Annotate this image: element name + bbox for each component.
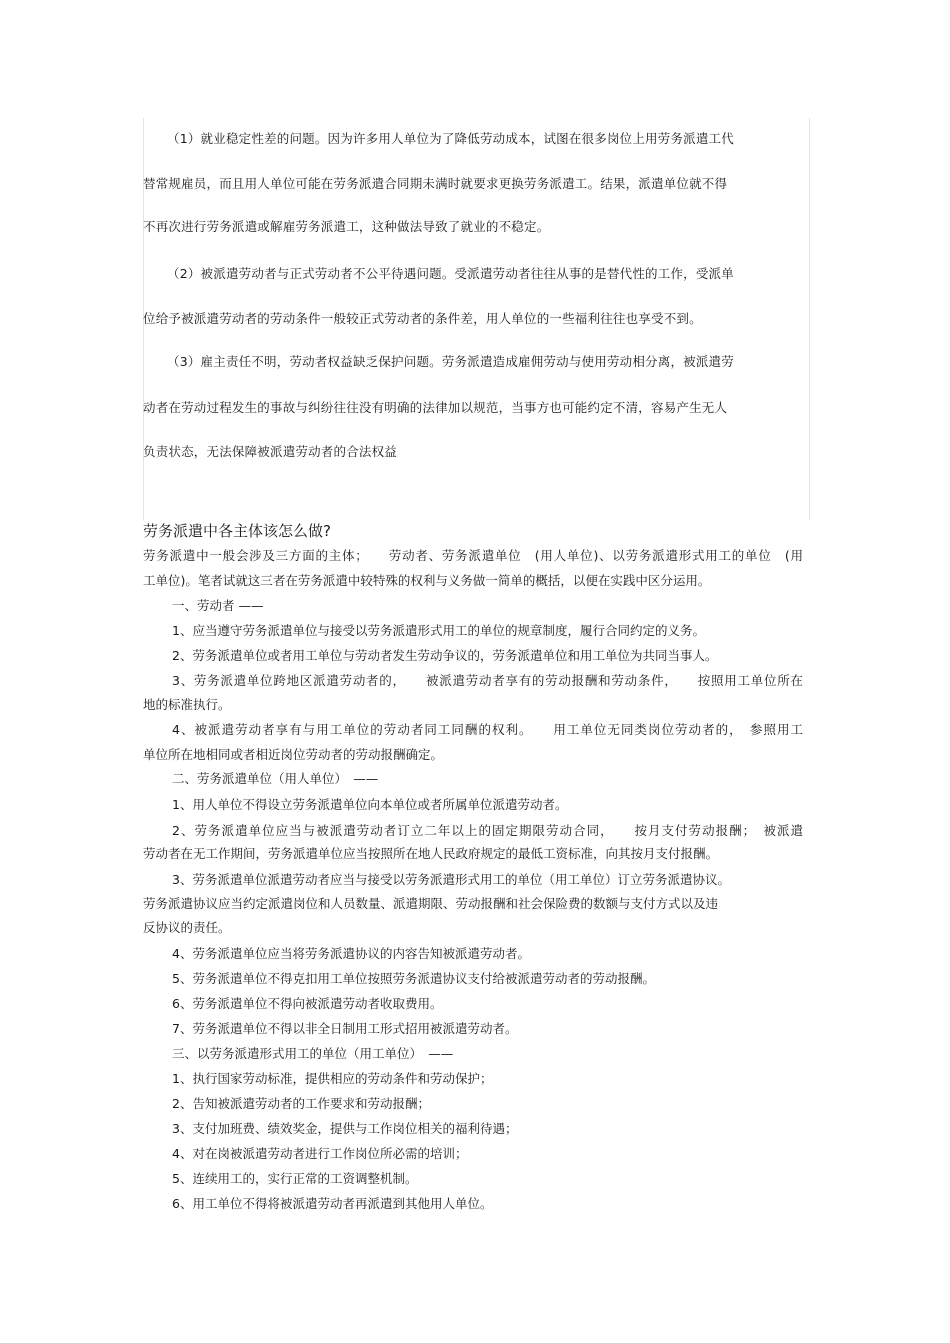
section-heading: 劳务派遣中各主体该怎么做?	[143, 522, 331, 540]
part-2-item-4: 4、劳务派遣单位应当将劳务派遣协议的内容告知被派遣劳动者。	[172, 946, 530, 961]
part-2-item-2-line-2: 劳动者在无工作期间，劳务派遣单位应当按照所在地人民政府规定的最低工资标准，向其按月支付报酬。	[143, 846, 719, 861]
part-2-item-1: 1、用人单位不得设立劳务派遣单位向本单位或者所属单位派遣劳动者。	[172, 797, 568, 812]
part-2-item-3-line-2: 劳务派遣协议应当约定派遣岗位和人员数量、派遣期限、劳动报酬和社会保险费的数额与支付方式以及违	[143, 896, 719, 911]
part-2-item-5: 5、劳务派遣单位不得克扣用工单位按照劳务派遣协议支付给被派遣劳动者的劳动报酬。	[172, 971, 655, 986]
problem-3-line-2: 动者在劳动过程发生的事故与纠纷往往没有明确的法律加以规范，当事方也可能约定不清，容易产生无人	[143, 400, 728, 415]
part-2-item-3-line-3: 反协议的责任。	[143, 920, 231, 935]
problem-2-line-1: （2）被派遣劳动者与正式劳动者不公平待遇问题。受派遣劳动者往往从事的是替代性的工作，受派单	[167, 266, 734, 281]
problem-1-line-1: （1）就业稳定性差的问题。因为许多用人单位为了降低劳动成本，试图在很多岗位上用劳务派遣工代	[167, 131, 734, 146]
part-1-title: 一、劳动者 ——	[172, 598, 264, 613]
part-1-item-4-line-2: 单位所在地相同或者相近岗位劳动者的劳动报酬确定。	[143, 747, 444, 762]
part-2-item-7: 7、劳务派遣单位不得以非全日制用工形式招用被派遣劳动者。	[172, 1021, 518, 1036]
part-3-item-4: 4、对在岗被派遣劳动者进行工作岗位所必需的培训；	[172, 1146, 468, 1161]
part-1-item-4-line-1: 4、被派遣劳动者享有与用工单位的劳动者同工同酬的权利。 用工单位无同类岗位劳动者的， 参照用工	[172, 722, 803, 737]
part-2-item-6: 6、劳务派遣单位不得向被派遣劳动者收取费用。	[172, 996, 443, 1011]
part-3-item-6: 6、用工单位不得将被派遣劳动者再派遣到其他用人单位。	[172, 1196, 493, 1211]
part-1-item-3-line-1: 3、劳务派遣单位跨地区派遣劳动者的， 被派遣劳动者享有的劳动报酬和劳动条件， 按照用工单位所在	[172, 673, 803, 688]
problem-1-line-2: 替常规雇员，而且用人单位可能在劳务派遣合同期未满时就要求更换劳务派遣工。结果，派遣单位就不得	[143, 176, 728, 191]
intro-line-2: 工单位)。笔者试就这三者在劳务派遣中较特殊的权利与义务做一简单的概括，以便在实践中区分运用。	[143, 573, 711, 588]
part-3-item-3: 3、支付加班费、绩效奖金，提供与工作岗位相关的福利待遇；	[172, 1121, 518, 1136]
part-3-title: 三、以劳务派遣形式用工的单位（用工单位） ——	[172, 1046, 454, 1061]
part-1-item-1: 1、应当遵守劳务派遣单位与接受以劳务派遣形式用工的单位的规章制度，履行合同约定的义务。	[172, 623, 705, 638]
intro-line-1: 劳务派遣中一般会涉及三方面的主体； 劳动者、劳务派遣单位 (用人单位)、以劳务派遣形式用工的单位 (用	[143, 548, 803, 563]
part-2-item-2-line-1: 2、劳务派遣单位应当与被派遣劳动者订立二年以上的固定期限劳动合同， 按月支付劳动报酬； 被派遣	[172, 823, 803, 838]
part-3-item-1: 1、执行国家劳动标准，提供相应的劳动条件和劳动保护；	[172, 1071, 493, 1086]
part-3-item-2: 2、告知被派遣劳动者的工作要求和劳动报酬；	[172, 1096, 430, 1111]
part-2-item-3-line-1: 3、劳务派遣单位派遣劳动者应当与接受以劳务派遣形式用工的单位（用工单位）订立劳务派遣协议。	[172, 872, 730, 887]
problem-3-line-1: （3）雇主责任不明，劳动者权益缺乏保护问题。劳务派遣造成雇佣劳动与使用劳动相分离，被派遣劳	[167, 354, 734, 369]
part-1-item-3-line-2: 地的标准执行。	[143, 697, 231, 712]
problem-1-line-3: 不再次进行劳务派遣或解雇劳务派遣工，这种做法导致了就业的不稳定。	[143, 219, 550, 234]
problem-3-line-3: 负责状态，无法保障被派遣劳动者的合法权益	[143, 444, 398, 459]
part-1-item-2: 2、劳务派遣单位或者用工单位与劳动者发生劳动争议的，劳务派遣单位和用工单位为共同当事人。	[172, 648, 718, 663]
part-3-item-5: 5、连续用工的，实行正常的工资调整机制。	[172, 1171, 418, 1186]
part-2-title: 二、劳务派遣单位（用人单位） ——	[172, 771, 379, 786]
problem-2-line-2: 位给予被派遣劳动者的劳动条件一般较正式劳动者的条件差，用人单位的一些福利往往也享受不到。	[143, 311, 702, 326]
